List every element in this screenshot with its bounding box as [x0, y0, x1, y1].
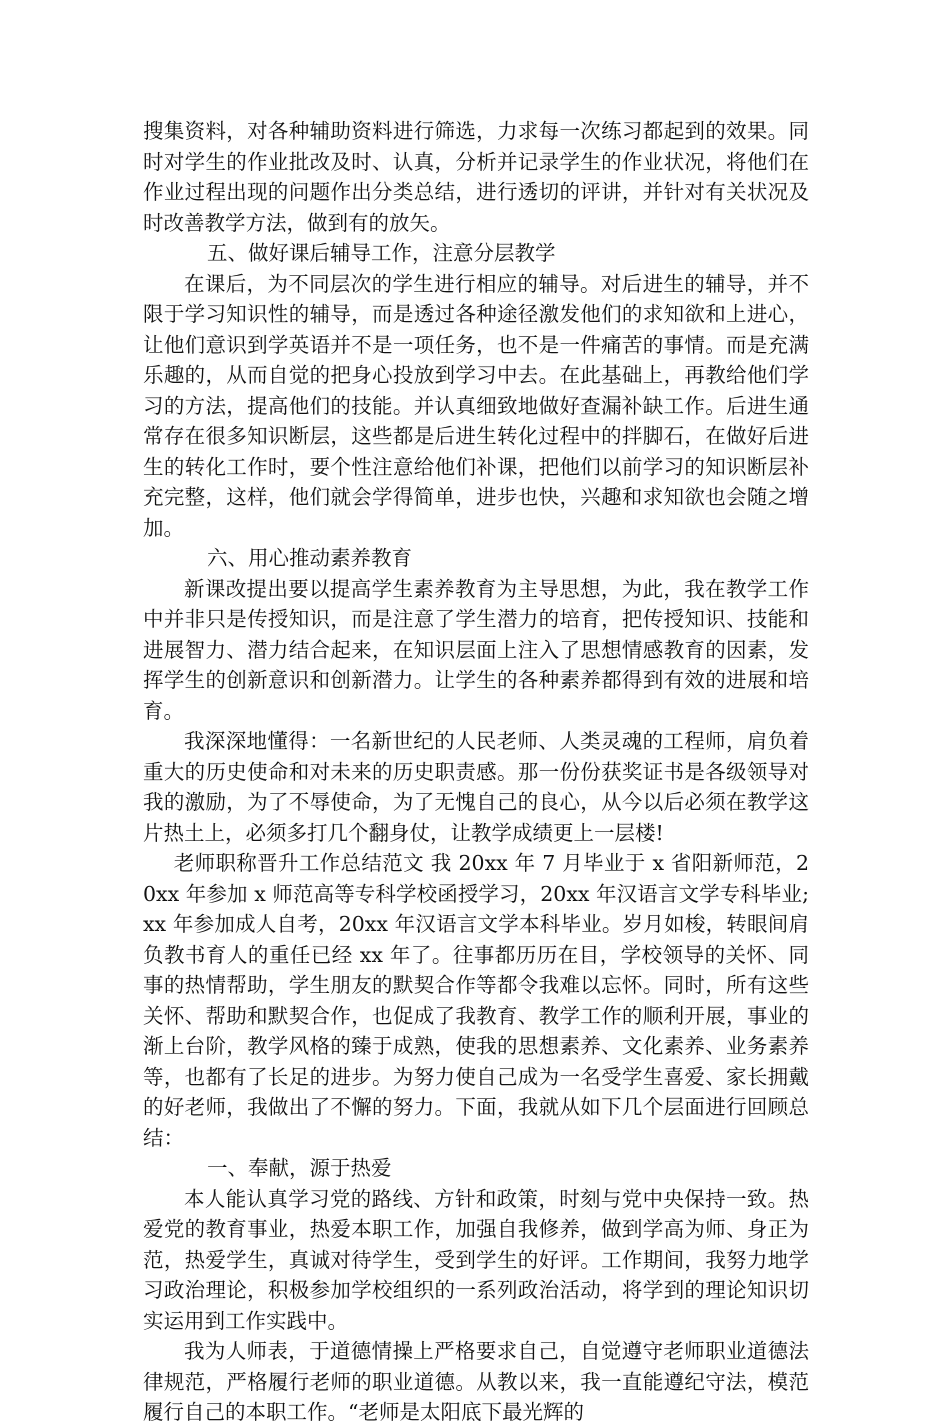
document-body: [143, 116, 809, 1428]
heading-section-one: 一、奉献，源于热爱: [207, 1156, 392, 1180]
heading-section-six: 六、用心推动素养教育: [207, 546, 412, 570]
paragraph-summary-intro: 老师职称晋升工作总结范文 我 20xx 年 7 月毕业于 x 省阳新师范，20xx 年参加 x 师范高等专科学校函授学习，20xx 年汉语言文学专科毕业;xx 年参加成人自考，20xx 年汉语言文学本科毕业。岁月如梭，转眼间肩负教书育人的重任已经 xx 年了。往事都历历在目，学校领导的关怀、同事的热情帮助，学生朋友的默契合作等都令我难以忘怀。同时，所有这些关怀、帮助和默契合作，也促成了我教育、教学工作的顺利开展，事业的渐上台阶，教学风格的臻于成熟，使我的思想素养、文化素养、业务素养等，也都有了长足的进步。为努力使自己成为一名受学生喜爱、家长拥戴的好老师，我做出了不懈的努力。下面，我就从如下几个层面进行回顾总结：: [143, 851, 809, 1150]
paragraph-homework: 搜集资料，对各种辅助资料进行筛选，力求每一次练习都起到的效果。同时对学生的作业批改及时、认真，分析并记录学生的作业状况，将他们在作业过程出现的问题作出分类总结，进行透切的评讲，并针对有关状况及时改善教学方法，做到有的放矢。: [143, 119, 809, 235]
heading-section-five: 五、做好课后辅导工作，注意分层教学: [207, 241, 556, 265]
paragraph-party-line: 本人能认真学习党的路线、方针和政策，时刻与党中央保持一致。热爱党的教育事业，热爱本职工作，加强自我修养，做到学高为师、身正为范，热爱学生，真诚对待学生，受到学生的好评。工作期间，我努力地学习政治理论，积极参加学校组织的一系列政治活动，将学到的理论知识切实运用到工作实践中。: [143, 1186, 809, 1333]
paragraph-ethics: 我为人师表，于道德情操上严格要求自己，自觉遵守老师职业道德法律规范，严格履行老师的职业道德。从教以来，我一直能遵纪守法，模范履行自己的本职工作。“老师是太阳底下最光辉的: [143, 1339, 809, 1424]
paragraph-after-class-tutoring: 在课后，为不同层次的学生进行相应的辅导。对后进生的辅导，并不限于学习知识性的辅导，而是透过各种途径激发他们的求知欲和上进心，让他们意识到学英语并不是一项任务，也不是一件痛苦的事情。而是充满乐趣的，从而自觉的把身心投放到学习中去。在此基础上，再教给他们学习的方法，提高他们的技能。并认真细致地做好查漏补缺工作。后进生通常存在很多知识断层，这些都是后进生转化过程中的拌脚石，在做好后进生的转化工作时，要个性注意给他们补课，把他们以前学习的知识断层补充完整，这样，他们就会学得简单，进步也快，兴趣和求知欲也会随之增加。: [143, 271, 809, 540]
paragraph-mission: 我深深地懂得：一名新世纪的人民老师、人类灵魂的工程师，肩负着重大的历史使命和对未来的历史职责感。那一份份获奖证书是各级领导对我的激励，为了不辱使命，为了无愧自己的良心，从今以后必须在教学这片热土上，必须多打几个翻身仗，让教学成绩更上一层楼!: [143, 729, 809, 845]
paragraph-quality-education: 新课改提出要以提高学生素养教育为主导思想，为此，我在教学工作中并非只是传授知识，而是注意了学生潜力的培育，把传授知识、技能和进展智力、潜力结合起来，在知识层面上注入了思想情感教育的因素，发挥学生的创新意识和创新潜力。让学生的各种素养都得到有效的进展和培育。: [143, 576, 809, 723]
